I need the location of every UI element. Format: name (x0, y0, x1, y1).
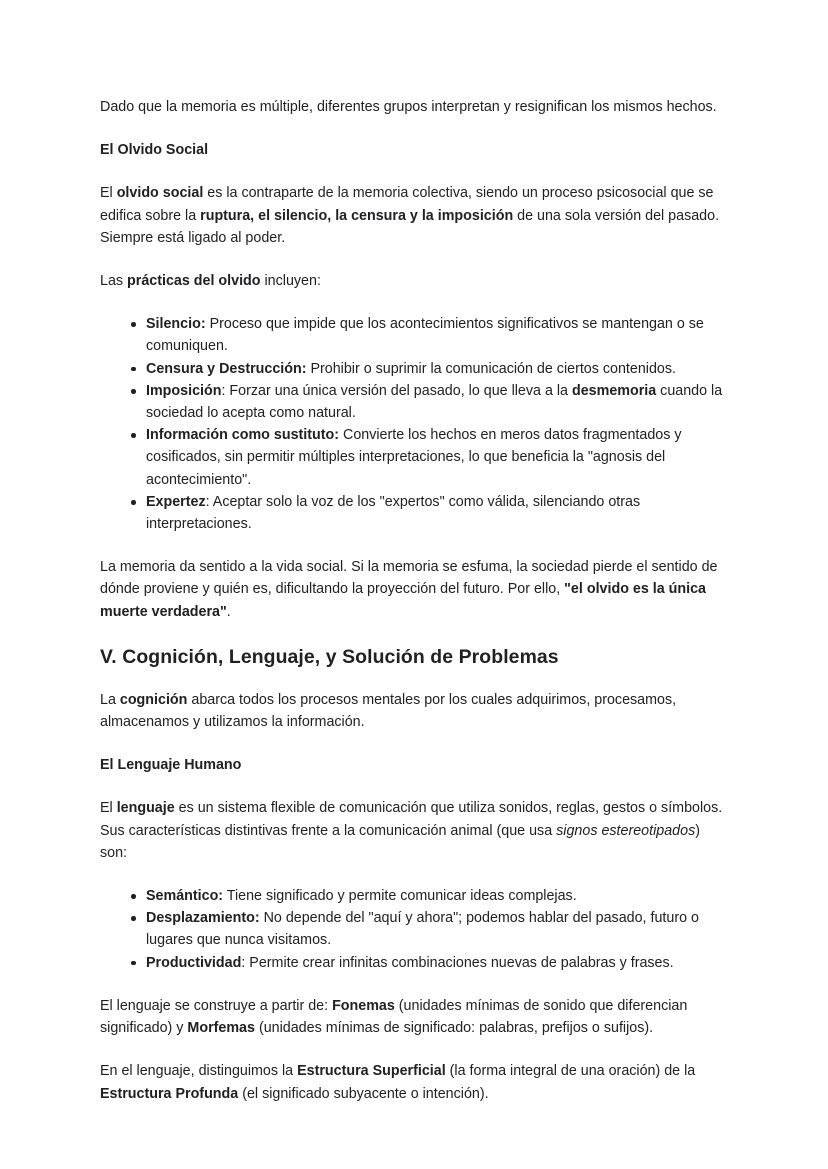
bold-ruptura-silencio-censura: ruptura, el silencio, la censura y la imposición (200, 207, 514, 224)
list-item-text: Forzar una única versión del pasado, lo que lleva a la (225, 382, 572, 399)
list-item-label: Imposición (146, 382, 222, 399)
bold-practicas-del-olvido: prácticas del olvido (127, 273, 261, 290)
bold-lenguaje: lenguaje (116, 800, 175, 817)
list-item-text: Prohibir o suprimir la comunicación de ciertos contenidos. (306, 360, 677, 377)
text-fragment: incluyen: (260, 273, 321, 290)
bold-estructura-superficial: Estructura Superficial (297, 1063, 446, 1080)
text-fragment: La (100, 691, 120, 708)
text-fragment: El lenguaje se construye a partir de: (100, 997, 333, 1014)
list-item-label: Desplazamiento: (146, 910, 260, 927)
list-caracteristicas-lenguaje (100, 885, 728, 974)
list-item-label: Información como sustituto: (146, 427, 340, 444)
italic-signos-estereotipados: signos estereotipados (556, 822, 696, 839)
list-item-text: Tiene significado y permite comunicar ideas complejas. (223, 888, 577, 905)
text-fragment: de una sola versión del pasado. Siempre está ligado al poder. (100, 207, 720, 246)
text-fragment: ) son: (100, 822, 700, 861)
list-item-text-after: cuando la sociedad lo acepta como natural. (146, 382, 723, 422)
list-item-text: Permite crear infinitas combinaciones nuevas de palabras y frases. (245, 954, 674, 971)
list-item-label: Semántico: (146, 888, 224, 905)
list-item (100, 491, 728, 535)
text-fragment: El (100, 800, 117, 817)
list-item (100, 907, 728, 951)
list-item (100, 424, 728, 491)
text-fragment: En el lenguaje, distinguimos la (100, 1063, 298, 1080)
list-item-label: Productividad (146, 954, 242, 971)
intro-paragraph: Dado que la memoria es múltiple, diferentes grupos interpretan y resignifican los mismos hechos. (100, 99, 717, 115)
list-practicas-olvido (100, 313, 728, 535)
bold-morfemas: Morfemas (187, 1020, 255, 1037)
list-item (100, 358, 728, 380)
list-item (100, 313, 728, 357)
bold-estructura-profunda: Estructura Profunda (100, 1085, 239, 1102)
paragraph-practicas-intro (100, 270, 728, 292)
paragraph-estructuras (100, 1060, 728, 1104)
list-item (100, 380, 728, 424)
heading-el-lenguaje-humano: El Lenguaje Humano (100, 757, 242, 774)
list-item-label: Expertez (146, 493, 206, 510)
list-item-label-suffix: : (241, 954, 246, 971)
text-fragment: es la contraparte de la memoria colectiva, siendo un proceso psicosocial que se edifica sobre la (100, 185, 714, 224)
list-item-text: No depende del "aquí y ahora"; podemos hablar del pasado, futuro o lugares que nunca visitamos. (146, 910, 699, 949)
paragraph-lenguaje-definicion (100, 797, 728, 864)
text-fragment: La memoria da sentido a la vida social. Si la memoria se esfuma, la sociedad pierde el sentido de dónde proviene y quién es, dificultando la proyección del futuro. Por ello, (100, 559, 718, 598)
text-fragment: . (226, 603, 231, 620)
paragraph-cognicion (100, 689, 728, 733)
bold-desmemoria: desmemoria (571, 382, 657, 399)
text-fragment: Las (100, 273, 128, 290)
paragraph-memoria-sentido (100, 556, 728, 623)
list-item-label: Silencio: (146, 316, 206, 333)
bold-cognicion: cognición (119, 691, 188, 708)
section-title-cognicion-lenguaje: V. Cognición, Lenguaje, y Solución de Problemas (100, 645, 559, 668)
bold-fonemas: Fonemas (332, 997, 395, 1014)
bold-olvido-muerte-verdadera: "el olvido es la única muerte verdadera" (100, 581, 707, 620)
text-fragment: es un sistema flexible de comunicación que utiliza sonidos, reglas, gestos o símbolos. Sus características distintivas frente a la comunicación animal (que usa (100, 800, 723, 839)
list-item-label-suffix: : (205, 493, 210, 510)
paragraph-olvido-definicion (100, 182, 728, 249)
heading-el-olvido-social: El Olvido Social (100, 142, 209, 159)
text-fragment: (el significado subyacente o intención). (238, 1085, 489, 1102)
list-item-text: Proceso que impide que los acontecimientos significativos se mantengan o se comuniquen. (146, 316, 704, 355)
text-fragment: (unidades mínimas de sonido que diferencian significado) y (100, 997, 688, 1037)
list-item-label-suffix: : (221, 382, 226, 399)
document-content (100, 96, 728, 1126)
list-item-label: Censura y Destrucción: (146, 360, 307, 377)
list-item (100, 885, 728, 907)
text-fragment: El (100, 185, 117, 202)
text-fragment: abarca todos los procesos mentales por los cuales adquirimos, procesamos, almacenamos y utilizamos la información. (100, 691, 677, 731)
paragraph-fonemas-morfemas (100, 995, 728, 1039)
text-fragment: (unidades mínimas de significado: palabras, prefijos o sufijos). (254, 1020, 654, 1037)
text-fragment: (la forma integral de una oración) de la (445, 1063, 696, 1080)
list-item-text: Aceptar solo la voz de los "expertos" como válida, silenciando otras interpretaciones. (146, 493, 641, 533)
list-item-text: Convierte los hechos en meros datos fragmentados y cosificados, sin permitir múltiples interpretaciones, lo que beneficia la "agnosis del acontecimiento". (146, 427, 682, 488)
bold-olvido-social: olvido social (116, 185, 204, 202)
list-item (100, 952, 728, 974)
